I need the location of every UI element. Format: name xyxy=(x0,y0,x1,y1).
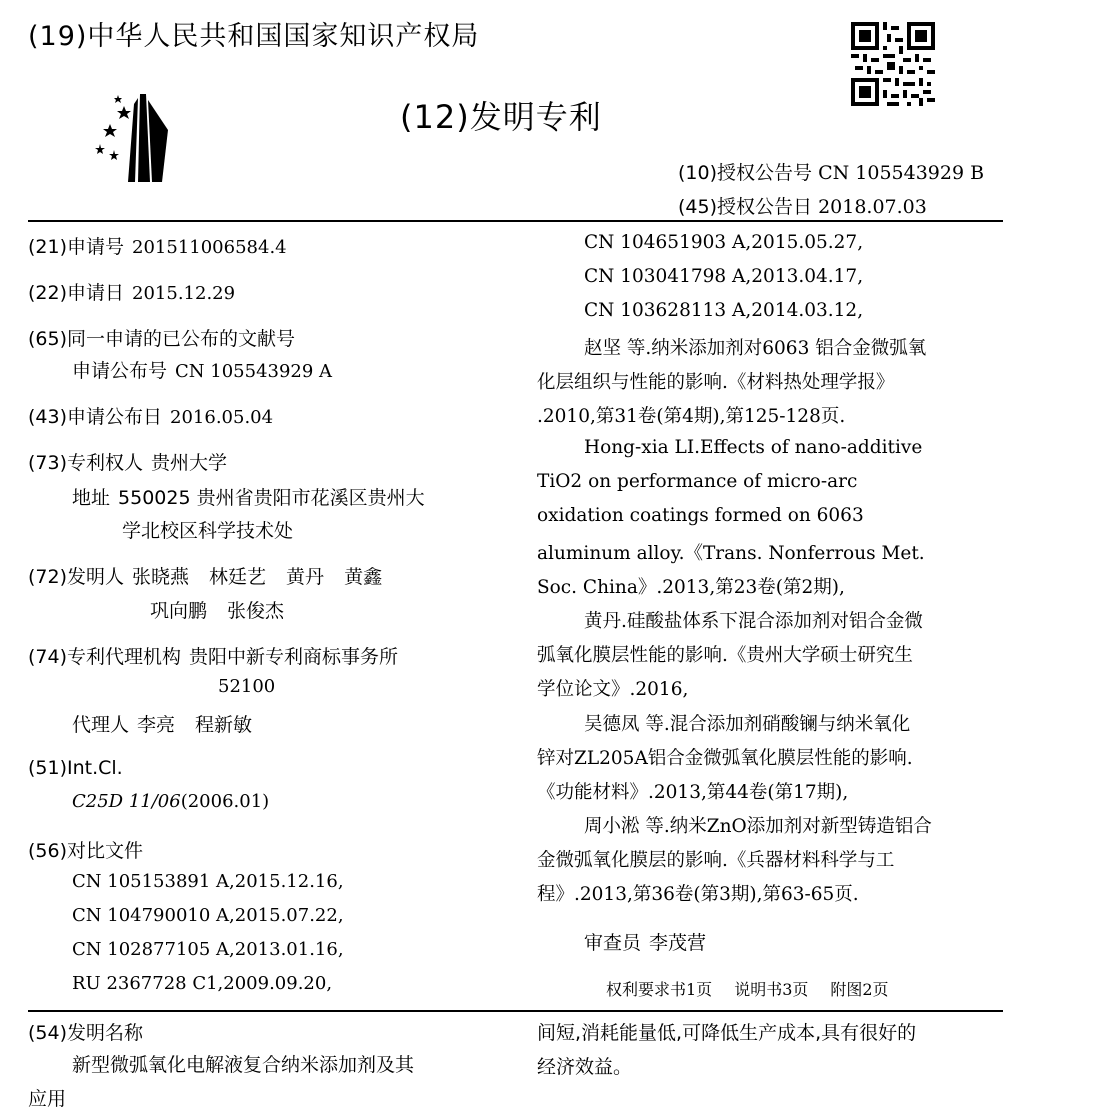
address xyxy=(72,483,425,510)
cited-document: CN 105153891 A,2015.12.16, xyxy=(72,871,344,892)
agent: 李亮 xyxy=(137,714,176,736)
citation-line: 程》.2013,第36卷(第3期),第63-65页. xyxy=(537,884,859,905)
inventor: 林廷艺 xyxy=(209,566,267,588)
agent: 程新敏 xyxy=(195,714,253,736)
inventor: 张晓燕 xyxy=(132,566,190,588)
address-line-2: 学北校区科学技术处 xyxy=(122,520,294,542)
application-number-label: (21)申请号 xyxy=(28,236,125,258)
ipc-class: C25D 11/06 xyxy=(72,791,181,812)
description-pages: 说明书3页 xyxy=(734,980,809,999)
application-publication-number xyxy=(72,356,332,383)
inventor: 黄丹 xyxy=(286,566,325,588)
drawings-pages: 附图2页 xyxy=(830,980,889,999)
application-number xyxy=(28,232,287,259)
cited-document: RU 2367728 C1,2009.09.20, xyxy=(72,973,333,994)
citation-line: 《功能材料》.2013,第44卷(第17期), xyxy=(537,782,849,803)
examiner xyxy=(584,928,706,955)
patent-agency-code: 52100 xyxy=(218,676,276,697)
citation-line: 吴德凤 等.混合添加剂硝酸镧与纳米氧化 xyxy=(584,714,911,735)
application-date-label: (22)申请日 xyxy=(28,282,125,304)
cited-document: CN 102877105 A,2013.01.16, xyxy=(72,939,344,960)
address-line-1: 550025 贵州省贵阳市花溪区贵州大 xyxy=(118,487,425,509)
abstract-line-1: 间短,消耗能量低,可降低生产成本,具有很好的 xyxy=(537,1022,917,1044)
citation-line: Hong-xia LI.Effects of nano-additive xyxy=(584,437,923,458)
abstract-line-2: 经济效益。 xyxy=(537,1056,633,1078)
inventor: 巩向鹏 xyxy=(150,600,208,622)
inventors xyxy=(28,562,382,589)
invention-title-label: (54)发明名称 xyxy=(28,1022,144,1044)
qr-code-icon xyxy=(851,22,935,106)
examiner-value: 李茂营 xyxy=(649,932,707,954)
grant-publication-date-value: 2018.07.03 xyxy=(818,196,927,218)
citation-line: 周小淞 等.纳米ZnO添加剂对新型铸造铝合 xyxy=(584,816,932,837)
citation-line: 黄丹.硅酸盐体系下混合添加剂对铝合金微 xyxy=(584,611,923,632)
application-publication-number-value: CN 105543929 A xyxy=(175,361,333,382)
inventor: 张俊杰 xyxy=(227,600,285,622)
footer-divider xyxy=(28,1010,1003,1012)
inventors-line-2 xyxy=(150,596,284,623)
address-label: 地址 xyxy=(72,487,111,509)
cnipa-logo-icon xyxy=(88,90,178,185)
office-name: (19)中华人民共和国国家知识产权局 xyxy=(28,21,480,52)
citation-line: oxidation coatings formed on 6063 xyxy=(537,505,864,526)
citation-line: 弧氧化膜层性能的影响.《贵州大学硕士研究生 xyxy=(537,645,913,666)
examiner-label: 审查员 xyxy=(584,932,642,954)
citation-line: 锌对ZL205A铝合金微弧氧化膜层性能的影响. xyxy=(537,748,913,769)
cited-document: CN 104790010 A,2015.07.22, xyxy=(72,905,344,926)
patent-agency xyxy=(28,642,398,669)
agent-label: 代理人 xyxy=(72,714,130,736)
citation-line: Soc. China》.2013,第23卷(第2期), xyxy=(537,577,845,598)
grant-publication-number-value: CN 105543929 B xyxy=(818,162,985,184)
agents xyxy=(72,710,252,737)
citation-line: 赵坚 等.纳米添加剂对6063 铝合金微弧氧 xyxy=(584,338,927,359)
cited-documents-heading: (56)对比文件 xyxy=(28,840,144,862)
application-date xyxy=(28,278,235,305)
citation-line: aluminum alloy.《Trans. Nonferrous Met. xyxy=(537,543,925,564)
grant-publication-date-label: (45)授权公告日 xyxy=(678,196,813,218)
patentee-value: 贵州大学 xyxy=(151,452,228,474)
citation-line: 学位论文》.2016, xyxy=(537,679,689,700)
invention-title-line-2: 应用 xyxy=(28,1088,67,1110)
patentee xyxy=(28,448,227,475)
ipc-heading: (51)Int.Cl. xyxy=(28,757,123,779)
claims-pages: 权利要求书1页 xyxy=(606,980,713,999)
application-publication-number-label: 申请公布号 xyxy=(72,360,168,382)
application-publication-date xyxy=(28,402,273,429)
citation-line: 金微弧氧化膜层的影响.《兵器材料科学与工 xyxy=(537,850,895,871)
ipc-year: (2006.01) xyxy=(180,791,270,812)
citation-line: .2010,第31卷(第4期),第125-128页. xyxy=(537,406,846,427)
citation-line: 化层组织与性能的影响.《材料热处理学报》 xyxy=(537,372,895,393)
header-divider xyxy=(28,220,1003,222)
page-counts xyxy=(606,977,911,1000)
inventors-label: (72)发明人 xyxy=(28,566,125,588)
patentee-label: (73)专利权人 xyxy=(28,452,144,474)
grant-publication-date xyxy=(678,192,927,219)
ipc-classification xyxy=(72,790,269,812)
application-publication-date-value: 2016.05.04 xyxy=(170,407,274,428)
citation-line: TiO2 on performance of micro-arc xyxy=(537,471,858,492)
patent-agency-value: 贵阳中新专利商标事务所 xyxy=(189,646,399,668)
application-publication-date-label: (43)申请公布日 xyxy=(28,406,163,428)
cited-document: CN 103041798 A,2013.04.17, xyxy=(584,266,864,287)
cited-document: CN 104651903 A,2015.05.27, xyxy=(584,232,864,253)
application-date-value: 2015.12.29 xyxy=(132,283,236,304)
invention-title-line-1: 新型微弧氧化电解液复合纳米添加剂及其 xyxy=(72,1054,415,1076)
same-application-heading: (65)同一申请的已公布的文献号 xyxy=(28,328,296,350)
cited-document: CN 103628113 A,2014.03.12, xyxy=(584,300,864,321)
application-number-value: 201511006584.4 xyxy=(132,237,287,258)
inventor: 黄鑫 xyxy=(344,566,383,588)
grant-publication-number-label: (10)授权公告号 xyxy=(678,162,813,184)
grant-publication-number xyxy=(678,158,984,185)
document-type: (12)发明专利 xyxy=(400,98,602,136)
patent-agency-label: (74)专利代理机构 xyxy=(28,646,182,668)
